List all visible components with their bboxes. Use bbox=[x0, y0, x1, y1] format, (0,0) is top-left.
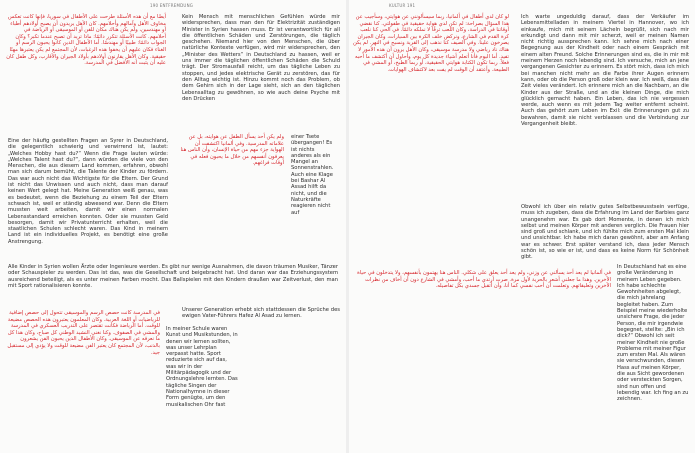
german-paragraph-hannover: Ich warte ungeduldig darauf, dass der Verkäufer im Lebensmittelladen in meinem Viertel in Hannover, wo ich einkaufe, mich mit seinem Lächeln begrüßt, sich nach mir erkundigt und dann mit mir scherzt, weil er meinen Namen nicht richtig aussprechen kann. Ich sehne mich nach einer Begegnung aus der Kindheit oder nach einem Gespräch mit einem alten Freund. Solche Erinnerungen sind es, die in mir mit meinem Herzen noch lebendig sind. Ich versuche, mich an jene vergangenen Gesichter zu erinnern. Es stört mich, dass ich mich bei manchen nicht mehr an die Farbe ihrer Augen erinnern kann, oder ob die Person groß oder klein war. Ich weiß, dass die Zeit vieles verändert. Ich erinnere mich an die Nachbarn, an die Kinder aus der Straße, und an die kleinen Dinge, die mich glücklich gemacht haben. Ein Leben, das ich nie vergessen werde, auch wenn es mit jedem Tag weiter entfernt scheint. Auch das gehört zum Leben im Exil: die Erinnerungen gut zu bewahren, damit sie nicht verblassen und die Verbindung zur Vergangenheit bleibt. bbox=[521, 14, 689, 128]
german-paragraph-hobby: Eine der häufig gestellten Fragen an Syrer in Deutschland, die gelegentlich schwierig und verwirrend ist, lautet: „Welches Hobby hast du?“ Wenn die Frage lauten würde: „Welches Talent hast du?“, dann würden die viele von den Menschen, die aus diesem Land kommen, erfahren, obwohl man sich darum bemüht, die Talente der Kinder zu fördern. Das war auch nicht das Wichtigste für die Eltern. Der Grund ist nicht das Unwissen und auch nicht, dass man darauf keinen Wert gelegt hat. Meine Generation weiß genau, was es bedeutet, wenn die Beziehung zu einem Teil der Eltern schwach ist, weil er ständig abwesend war. Denn die Eltern mussten weit arbeiten, damit wir einen normalen Lebensstandard erreichen konnten. Oder sie mussten Geld besorgen, damit wir Privatunterricht erhalten, weil die staatlichen Schulen schlecht waren. Das Kind in meinem Land ist ein individuelles Projekt, es benötigt eine große Anstrengung. bbox=[8, 138, 168, 245]
german-paragraph-barbies: Obwohl ich über ein relativ gutes Selbstbewusstsein verfüge, muss ich zugeben, dass die Erfahrung im Land der Barbies ganz unangenehm war. Es gab dort Momente, in denen ich mich selbst und meinen Körper mit anderen verglich. Die Frauen hier sind groß und schlank, und ich fühlte mich zum ersten Mal klein und unsichtbar. Ich habe mich daran gewöhnt, aber am Anfang war es schwer. Erst später verstand ich, dass jeder Mensch schön ist, so wie er ist, und dass es keine Norm für Schönheit gibt. bbox=[521, 204, 689, 261]
german-paragraph-children: Alle Kinder in Syrien wollen Ärzte oder Ingenieure werden. Es gibt nur wenige Ausnahmen, die davon träumen Musiker, Tänzer oder Schauspieler zu werden. Das ist das, was die Gesellschaft und beigebracht hat. Und daran war das Erziehungssystem ausreichend beteiligt, als es unter meinen Farben mocht. Das Ballspielen mit den Kindern draußen war Zeitverlust, den man mit Sport rationalisieren konnte. bbox=[8, 264, 338, 289]
arabic-paragraph-bottom: في المدرسة كانت حصص الرسم والموسيقى تتحول إلى حصص إضافية للرياضيات أو اللغة العربية. وكان المعلمون يعتبرون هذه الحصص مضيعة للوقت. أما الرياضة فكانت تقتصر على التدريب العسكري في المدرسة والمشي في الصفوف. وكنا نغني النشيد الوطني كل صباح، وكان هذا كل ما نعرفه عن الموسيقى. وكان الأطفال الذين يحبون الفن يشعرون بالذنب، لأن المجتمع كان يعتبر الفن مضيعة للوقت ولا يؤدي إلى مستقبل جيد. bbox=[7, 310, 160, 356]
right-page-number: 191 bbox=[406, 3, 416, 8]
german-paragraph-narrow: einer Tsete übergangen! Es ist nichts anderes als ein Mangel an Sonnenstrahlen. Auch eine Klage bei Bashar Al Assad hilft da nicht, und die Naturkräfte reagieren nicht auf bbox=[291, 134, 334, 216]
right-page-section: KULTUR bbox=[389, 3, 406, 8]
german-paragraph-school: In meiner Schule waren Kunst und Musikstunden, in denen wir lernen sollten, was unser Lehrplan verpasst hatte. Sport reduzierte sich auf das, was wir in der Militärpädagogik und der Ordnungslehre lernten. Das tägliche Singen der Nationalhymne in dieser Form genügte, um den musikalischen Ohr fast bbox=[166, 326, 238, 408]
right-page bbox=[349, 0, 695, 453]
left-page-section: ENTFREMDUNG bbox=[159, 3, 194, 8]
arabic-column-right: لو كان لدي أطفال في ألمانيا، ربما سيسألونني عن هوايتي، وسأجيب عن هذا السؤال بصراحة: لم تكن لدي هواية حقيقية في طفولتي. كنا نقضي أوقاتنا في الدراسة، وكان اللعب ترفًا لا نملكه دائمًا. في الحي كنا نلعب كرة القدم في الشارع، ونركض خلف الكرة بين السيارات، وكان الجيران يصرخون علينا. وفي الصيف كنا نذهب إلى القرية ونسبح في النهر. لم يكن هناك ناد رياضي ولا مدرسة موسيقى، وكان الأهل يرون أن هذه الأمور لا تفيد. أما اليوم فأنا أتعلم أشياء جديدة كل يوم، وأحاول أن أكتشف ما أحبه فعلاً. ربما تكون الكتابة هوايتي الحقيقية، أو ربما الطبخ، أو المشي في الطبيعة. وأعتقد أن الوقت لم يفت بعد لاكتشاف الهوايات. bbox=[353, 14, 509, 73]
left-page-header bbox=[150, 3, 193, 8]
right-page-header bbox=[389, 3, 415, 8]
left-page bbox=[0, 0, 346, 453]
german-paragraph-assad: Unserer Generation erhebt sich stattdessen die Sprüche des ewigen Vater-Führers Hafez Al Asad zu lernen. bbox=[182, 307, 340, 320]
german-paragraph-minister: Kein Mensch mit menschlichen Gefühlen würde mir widersprechen, dass man den für Elektrizität zuständigen Minister in Syrien hassen muss. Er ist verantwortlich für all die öffentlichen Schäden und Zerstörungen, die täglich geschehen. Niemand hier von den Menschen, die über natürliche Kontexte verfügen, wird mir widersprechen, den „Minister des Wetters“ in Deutschland zu hassen, weil er uns immer die täglichen öffentlichen Schäden die Schuld trägt. Der Stromausfall reicht, um das tägliche Leben zu stoppen, und jedes elektrische Gerät zu zerstören, das für den Alltag wichtig ist. Hinzu kommt noch das Problem, ob dem Gehirn sich in der Lage sieht, sich an den täglichen Lebensalltag zu gewöhnen, so wie auch deine Psyche mit den Drücken bbox=[182, 14, 340, 102]
german-paragraph-bin-ich-dick: In Deutschland hat es eine große Veränderung in meinem Leben gegeben. Ich habe schlechte Gewohnheiten abgelegt, die mich jahrelang begleitet haben. Zum Beispiel meine wiederholte unsichere Frage, die jeder Person, die mir irgendwie begegnet, stellte: „Bin ich dick?“ Obwohl ich seit meiner Kindheit nie große Probleme mit meiner Figur zum ersten Mal. Als wären sie verschwunden, diesen Hass auf meinen Körper, die aus Sicht gewordenen oder versteckten Sorgen, sind nun offen und lebendig war. Ich fing an zu zeichnen. bbox=[617, 264, 689, 403]
arabic-paragraph-mid: ولم يكن أحد يسأل الطفل عن هوايته، بل عن علاماته المدرسية. وفي ألمانيا اكتشفت أن الهواية جزء مهم من حياة الإنسان، وأن الناس هنا يعرفون أنفسهم من خلال ما يحبون فعله في أوقات فراغهم. bbox=[180, 134, 284, 167]
left-page-number: 190 bbox=[150, 3, 159, 8]
arabic-paragraph-top: أيضًا مع أن هذه الأسئلة طرحت على الأطفال في سوريا، فإنها كانت تعكس مخاوف الأهل وآمالهم وأحلامهم. كان الأهل يريدون أن يصبح أولادهم أطباء أو مهندسين، ولم يكن هناك مكان للفن أو الموسيقى أو الرياضة في أحلامهم. كانت الأسئلة تتكرر دائمًا: ماذا تريد أن تصبح عندما تكبر؟ وكان الجواب دائمًا: طبيبًا أو مهندسًا. أما الأطفال الذين كانوا يحبون الرسم أو الغناء فكان عليهم أن يخفوا هذه الرغبات، لأن المجتمع لم يكن يعتبرها مهنًا حقيقية. وكان الأهل يقارنون أولادهم بأولاد الجيران والأقارب، وكل طفل كان عليه أن يثبت أنه الأفضل في المدرسة. bbox=[6, 14, 166, 67]
arabic-paragraph-body: في ألمانيا لم يعد أحد يسألني عن وزني، ولم يعد أحد يعلق على شكلي. الناس هنا يهتمون بأنفسهم، ولا يتدخلون في حياة الآخرين. وهذا ما جعلني أشعر بالحرية لأول مرة. صرت أرتدي ما أحب، وأمشي في الشارع دون أن أخاف من نظرات الآخرين وتعليقاتهم. وتعلمت أن أحب نفسي كما أنا، وأن أتقبل جسدي بكل تفاصيله. bbox=[357, 270, 611, 290]
